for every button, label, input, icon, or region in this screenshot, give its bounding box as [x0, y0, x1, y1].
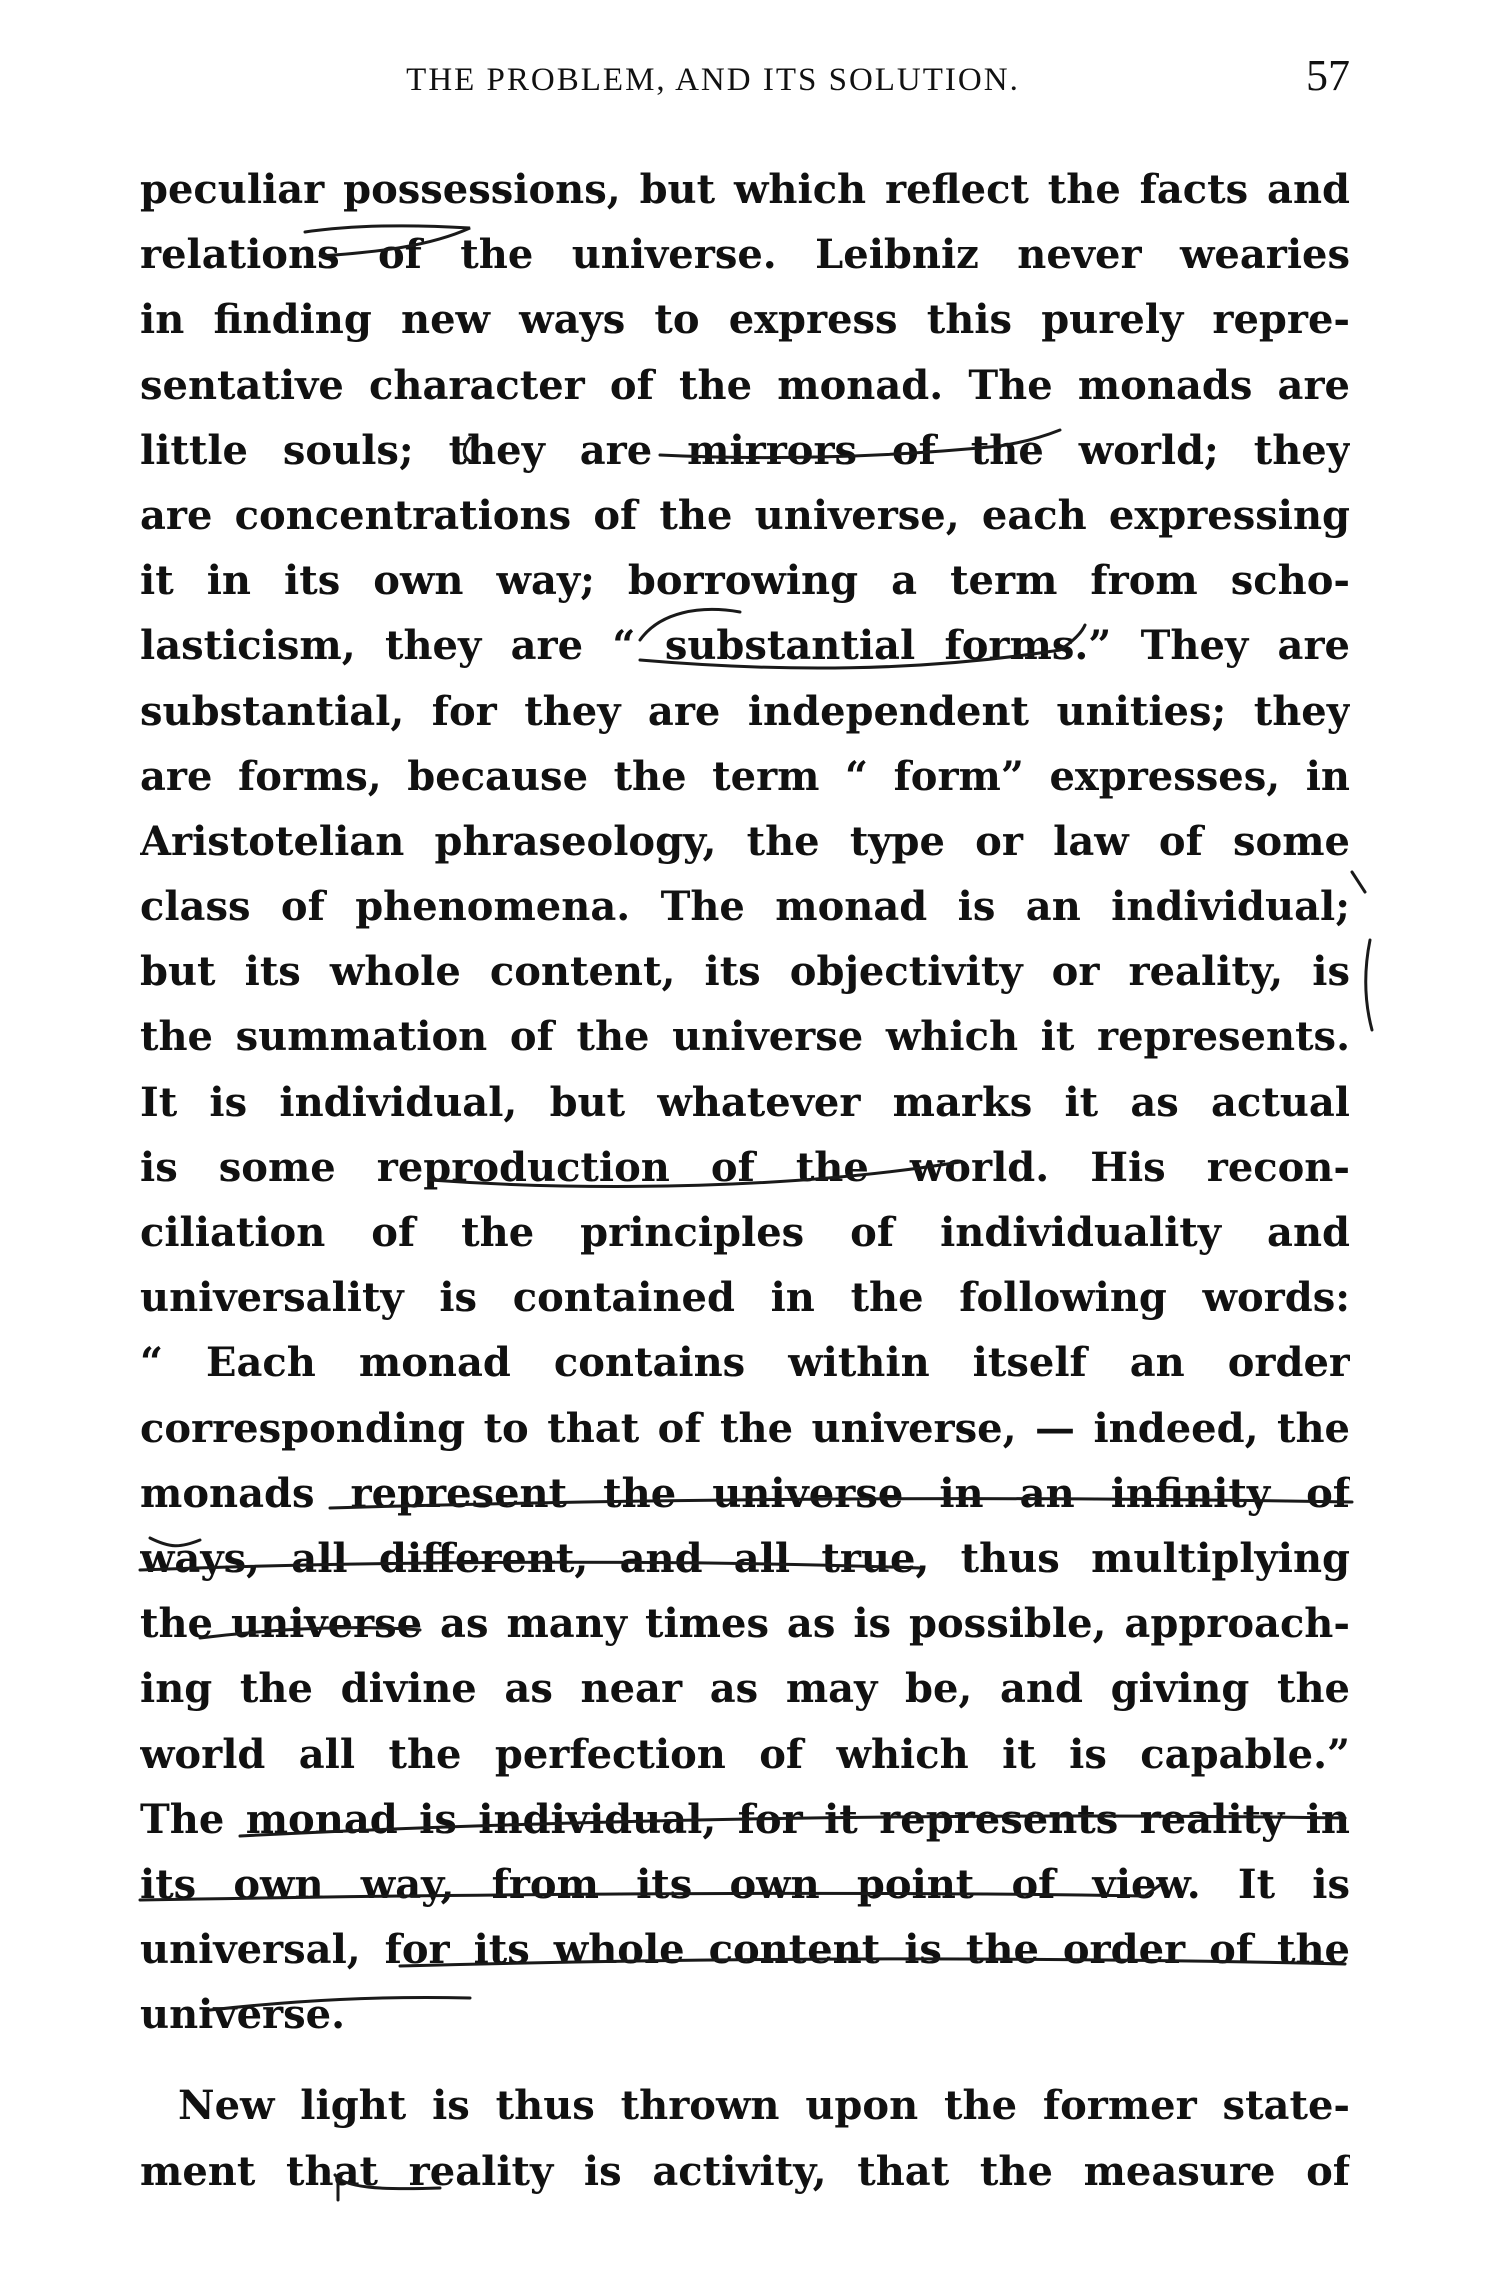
text-line: ciliation of the principles of individuality and [140, 1209, 1350, 1256]
text-line: is some reproduction of the world. His recon- [140, 1143, 1350, 1191]
text-line: it in its own way; borrowing a term from scho- [140, 557, 1350, 605]
paragraph-1 [140, 157, 1350, 2047]
text-line: ing the divine as near as may be, and giving the [140, 1665, 1350, 1713]
text-line: little souls; they are mirrors of the world; they [140, 426, 1350, 474]
text-line: but its whole content, its objectivity or reality, is [140, 948, 1350, 996]
text-line: ment that reality is activity, that the measure of [140, 2147, 1350, 2195]
paragraph-gap [140, 2047, 1350, 2073]
text-line: in finding new ways to express this purely repre- [140, 296, 1350, 344]
text-line: The monad is individual, for it represents reality in [140, 1795, 1350, 1843]
text-line: substantial, for they are independent unities; they [140, 687, 1350, 735]
text-line: corresponding to that of the universe, — indeed, the [140, 1404, 1350, 1452]
text-line: world all the perfection of which it is capable.” [140, 1730, 1350, 1778]
text-line: “ Each monad contains within itself an order [140, 1339, 1350, 1387]
text-line: universality is contained in the following words: [140, 1274, 1350, 1322]
text-line: are concentrations of the universe, each expressing [140, 491, 1350, 539]
text-line: are forms, because the term “ form” expresses, in [140, 752, 1350, 800]
text-line: It is individual, but whatever marks it as actual [140, 1078, 1350, 1126]
text-line: the universe as many times as is possible, approach- [140, 1600, 1350, 1648]
text-line: universe. [140, 1991, 346, 2039]
text-line: relations of the universe. Leibniz never wearies [140, 231, 1350, 279]
running-title: THE PROBLEM, AND ITS SOLUTION. [406, 62, 1020, 98]
text-line: its own way, from its own point of view. It is [140, 1860, 1350, 1908]
text-line: New light is thus thrown upon the former state- [178, 2082, 1350, 2130]
body-text [140, 157, 1350, 2204]
text-line: the summation of the universe which it represents. [140, 1013, 1350, 1061]
text-line: universal, for its whole content is the order of the [140, 1926, 1350, 1974]
text-line: peculiar possessions, but which reflect the facts and [140, 166, 1350, 213]
text-line: lasticism, they are “ substantial forms.” They are [140, 622, 1350, 670]
text-line: class of phenomena. The monad is an individual; [140, 883, 1350, 931]
paragraph-2 [140, 2073, 1350, 2203]
margin-mark-individual [1352, 872, 1372, 1030]
text-line: monads represent the universe in an infinity of [140, 1469, 1350, 1517]
page-number: 57 [1306, 51, 1350, 100]
text-line: sentative character of the monad. The monads are [140, 361, 1350, 409]
running-head [140, 50, 1350, 110]
text-line: Aristotelian phraseology, the type or law of some [140, 817, 1350, 865]
text-line: ways, all different, and all true, thus multiplying [140, 1534, 1350, 1582]
